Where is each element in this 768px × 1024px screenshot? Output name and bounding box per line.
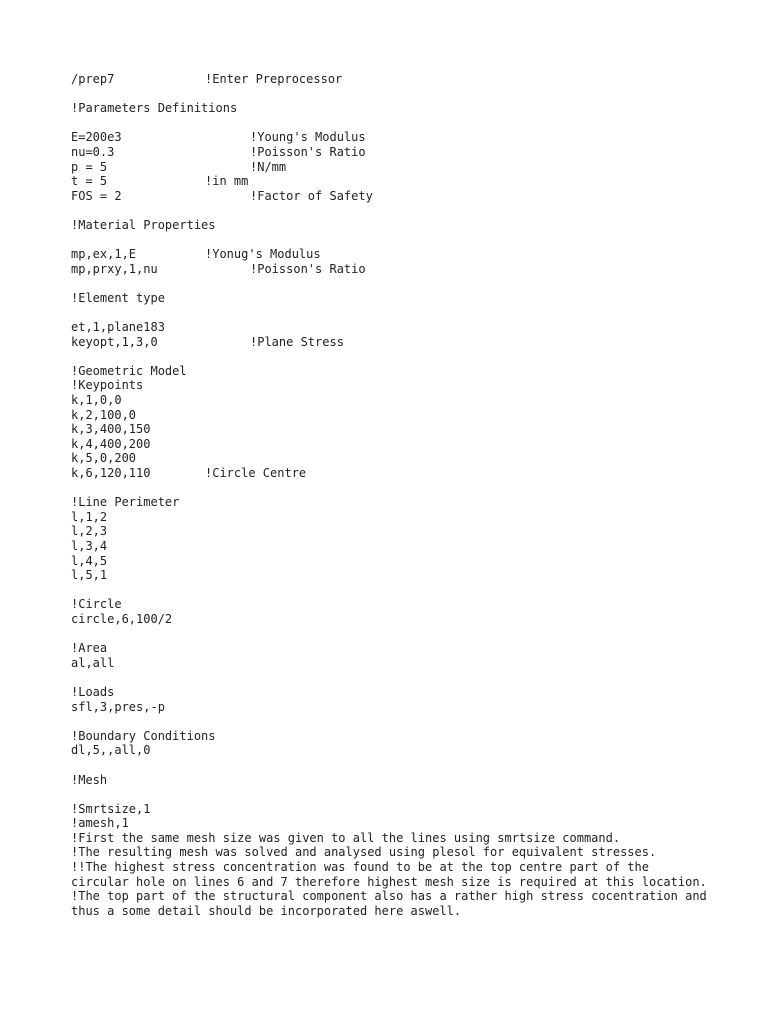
code-text: !Boundary Conditions — [71, 728, 216, 743]
code-line — [71, 422, 711, 437]
blank-line — [71, 627, 711, 642]
code-line — [71, 773, 711, 788]
code-line — [71, 889, 711, 918]
code-text: dl,5,,all,0 — [71, 743, 151, 758]
inline-comment: !Yonug's Modulus — [205, 247, 321, 262]
code-line — [71, 802, 711, 817]
code-line — [71, 743, 711, 758]
blank-line — [71, 233, 711, 248]
inline-comment: !Circle Centre — [205, 466, 307, 481]
code-text: !!The highest stress concentration was found to be at the top centre part of the circular hole on lines 6 and 7 therefore highest mesh size is required at this location. — [71, 860, 707, 889]
code-text: k,4,400,200 — [71, 436, 151, 451]
code-text: circle,6,100/2 — [71, 611, 173, 626]
code-text: !Smrtsize,1 — [71, 801, 151, 816]
code-text: l,4,5 — [71, 553, 108, 568]
code-line — [71, 729, 711, 744]
code-text: !The resulting mesh was solved and analysed using plesol for equivalent stresses. — [71, 845, 657, 860]
code-line — [71, 524, 711, 539]
code-line — [71, 612, 711, 627]
code-text: !First the same mesh size was given to all the lines using smrtsize command. — [71, 830, 621, 845]
script-document — [71, 72, 711, 918]
code-text: sfl,3,pres,-p — [71, 699, 165, 714]
code-text: !amesh,1 — [71, 816, 129, 831]
code-text: t = 5 — [71, 174, 108, 189]
code-line — [71, 393, 711, 408]
code-line — [71, 189, 711, 204]
code-line — [71, 539, 711, 554]
code-text: et,1,plane183 — [71, 320, 165, 335]
code-line — [71, 831, 711, 846]
code-line — [71, 291, 711, 306]
code-text: !Parameters Definitions — [71, 101, 238, 116]
code-line — [71, 101, 711, 116]
code-text: k,5,0,200 — [71, 451, 137, 466]
code-line — [71, 597, 711, 612]
code-line — [71, 408, 711, 423]
code-text: FOS = 2 — [71, 188, 122, 203]
code-line — [71, 641, 711, 656]
code-text: l,5,1 — [71, 568, 108, 583]
code-line — [71, 451, 711, 466]
inline-comment: !Poisson's Ratio — [250, 261, 366, 276]
code-text: !Material Properties — [71, 217, 216, 232]
code-text: !Line Perimeter — [71, 495, 180, 510]
inline-comment: !in mm — [205, 174, 249, 189]
blank-line — [71, 583, 711, 598]
blank-line — [71, 276, 711, 291]
code-text: l,1,2 — [71, 509, 108, 524]
blank-line — [71, 758, 711, 773]
code-text: k,6,120,110 — [71, 466, 151, 481]
code-text: l,2,3 — [71, 524, 108, 539]
code-text: !Mesh — [71, 772, 108, 787]
code-text: !Circle — [71, 597, 122, 612]
blank-line — [71, 787, 711, 802]
code-text: !Loads — [71, 684, 115, 699]
code-text: k,3,400,150 — [71, 422, 151, 437]
inline-comment: !Plane Stress — [250, 334, 344, 349]
code-text: !Keypoints — [71, 378, 144, 393]
code-text: p = 5 — [71, 159, 108, 174]
code-line — [71, 335, 711, 350]
inline-comment: !Factor of Safety — [250, 188, 373, 203]
blank-line — [71, 203, 711, 218]
code-text: mp,prxy,1,nu — [71, 261, 158, 276]
code-text: !Geometric Model — [71, 363, 187, 378]
code-line — [71, 364, 711, 379]
code-line — [71, 218, 711, 233]
code-line — [71, 320, 711, 335]
code-line — [71, 174, 711, 189]
inline-comment: !Poisson's Ratio — [250, 144, 366, 159]
blank-line — [71, 349, 711, 364]
code-line — [71, 145, 711, 160]
code-line — [71, 262, 711, 277]
code-line — [71, 568, 711, 583]
code-text: !The top part of the structural component also has a rather high stress cocentration and thus a some detail should be incorporated here aswell. — [71, 889, 707, 918]
blank-line — [71, 116, 711, 131]
code-line — [71, 466, 711, 481]
code-text: nu=0.3 — [71, 144, 115, 159]
code-text: l,3,4 — [71, 539, 108, 553]
blank-line — [71, 481, 711, 496]
code-text: E=200e3 — [71, 130, 122, 145]
blank-line — [71, 87, 711, 102]
code-line — [71, 378, 711, 393]
inline-comment: !N/mm — [250, 159, 287, 174]
code-line — [71, 656, 711, 671]
code-line — [71, 816, 711, 831]
blank-line — [71, 670, 711, 685]
code-line — [71, 845, 711, 860]
code-line — [71, 685, 711, 700]
code-line — [71, 247, 711, 262]
code-line — [71, 495, 711, 510]
code-line — [71, 72, 711, 87]
code-line — [71, 554, 711, 569]
blank-line — [71, 714, 711, 729]
inline-comment: !Enter Preprocessor — [205, 72, 343, 86]
code-text: mp,ex,1,E — [71, 247, 137, 262]
code-text: /prep7 — [71, 72, 115, 86]
code-text: !Element type — [71, 290, 165, 305]
code-line — [71, 130, 711, 145]
code-line — [71, 860, 711, 889]
inline-comment: !Young's Modulus — [250, 130, 366, 145]
code-line — [71, 160, 711, 175]
code-text: al,all — [71, 655, 115, 670]
code-text: k,1,0,0 — [71, 393, 122, 408]
code-text: k,2,100,0 — [71, 407, 137, 422]
blank-line — [71, 306, 711, 321]
code-text: keyopt,1,3,0 — [71, 334, 158, 349]
code-line — [71, 437, 711, 452]
code-line — [71, 510, 711, 525]
code-text: !Area — [71, 641, 108, 656]
code-line — [71, 700, 711, 715]
